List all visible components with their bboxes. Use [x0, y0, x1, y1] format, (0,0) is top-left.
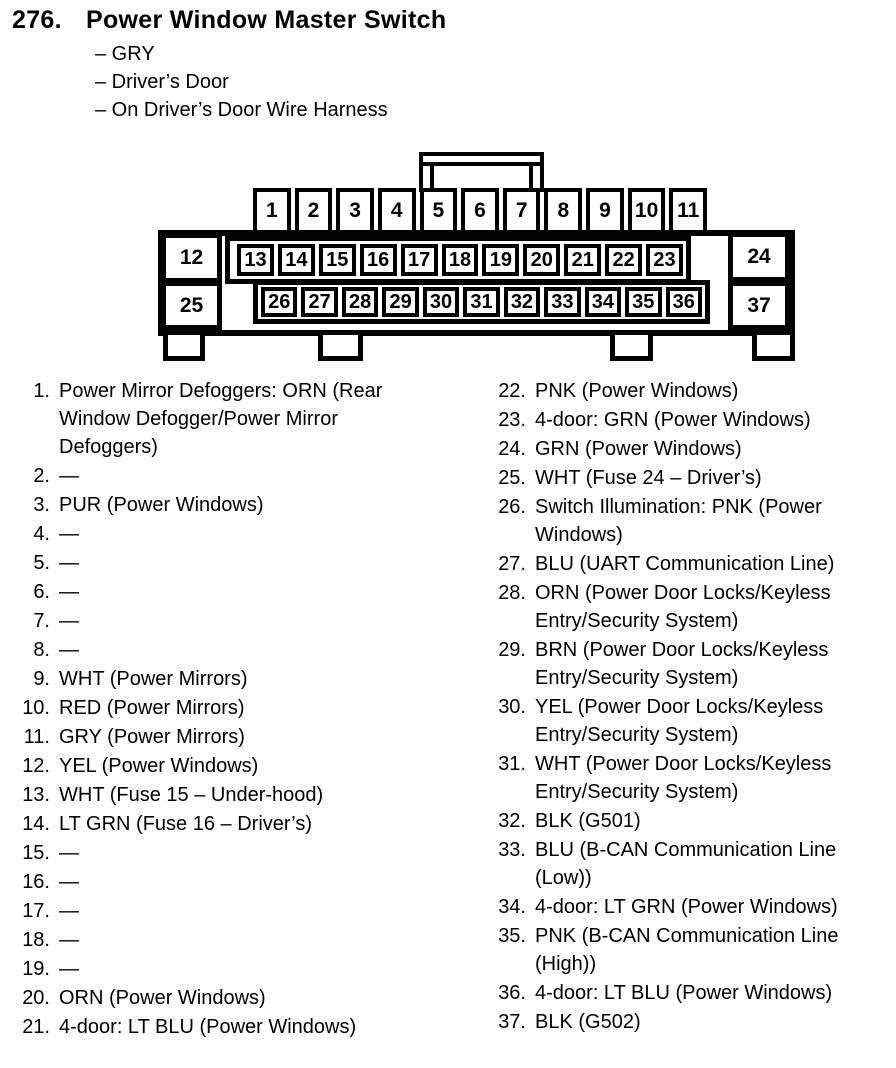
- pin-number: 18.: [22, 929, 50, 951]
- pin-cell: 15: [319, 244, 356, 276]
- pin-number: 4.: [33, 523, 50, 545]
- pin-list-item: [12, 462, 440, 490]
- pin-cell: 34: [585, 287, 621, 317]
- pin-cell: 4: [378, 188, 416, 234]
- pin-list-item: [12, 752, 440, 780]
- pin-number: 20.: [22, 987, 50, 1009]
- pin-number: 5.: [33, 552, 50, 574]
- connector-foot: [318, 335, 363, 361]
- pin-desc: WHT (Power Door Locks/Keyless Entry/Security System): [535, 753, 832, 803]
- pin-desc: BRN (Power Door Locks/Keyless Entry/Security System): [535, 639, 829, 689]
- pin-desc: Switch Illumination: PNK (Power Windows): [535, 496, 822, 546]
- pin-desc: Power Mirror Defoggers: ORN (Rear Window Defogger/Power Mirror Defoggers): [59, 380, 383, 458]
- pin-desc: —: [59, 465, 79, 487]
- pin-desc: ORN (Power Door Locks/Keyless Entry/Security System): [535, 582, 831, 632]
- pin-desc: —: [59, 552, 79, 574]
- pin-cell: 14: [278, 244, 315, 276]
- pin-number: 32.: [498, 810, 526, 832]
- pin-cell: 26: [261, 287, 297, 317]
- pin-desc: RED (Power Mirrors): [59, 697, 245, 719]
- pin-list-item: [12, 694, 440, 722]
- pin-list-left: [12, 377, 440, 1042]
- pin-number: 34.: [498, 896, 526, 918]
- pin-desc: WHT (Power Mirrors): [59, 668, 248, 690]
- pin-cell: 2: [295, 188, 333, 234]
- pin-number: 37.: [498, 1011, 526, 1033]
- pin-list-item: [460, 693, 892, 749]
- pin-cell: 33: [544, 287, 580, 317]
- page-title-row: [12, 6, 446, 35]
- pin-list-right: [460, 377, 892, 1037]
- pin-desc: WHT (Fuse 24 – Driver’s): [535, 467, 762, 489]
- pin-desc: 4-door: LT BLU (Power Windows): [535, 982, 833, 1004]
- pin-cell: 22: [605, 244, 642, 276]
- pin-number: 7.: [33, 610, 50, 632]
- pin-desc: —: [59, 871, 79, 893]
- pin-list-item: [460, 579, 892, 635]
- pin-desc: YEL (Power Windows): [59, 755, 259, 777]
- pin-cell: 32: [504, 287, 540, 317]
- pin-desc: PNK (B-CAN Communication Line (High)): [535, 925, 839, 975]
- pin-list-item: [460, 377, 892, 405]
- page-title: Power Window Master Switch: [86, 6, 447, 34]
- pin-cell: 25: [161, 281, 222, 330]
- pin-desc: —: [59, 958, 79, 980]
- pin-cell: 30: [423, 287, 459, 317]
- pin-desc: —: [59, 523, 79, 545]
- pin-list-item: [12, 1013, 440, 1041]
- pin-desc: LT GRN (Fuse 16 – Driver’s): [59, 813, 313, 835]
- pin-cell: 24: [728, 232, 790, 282]
- pin-list-item: [12, 781, 440, 809]
- pin-cell: 18: [442, 244, 479, 276]
- pin-list-item: [460, 636, 892, 692]
- pin-number: 13.: [22, 784, 50, 806]
- pin-desc: BLU (B-CAN Communication Line (Low)): [535, 839, 837, 889]
- pin-cell: 27: [301, 287, 337, 317]
- pin-cell: 28: [342, 287, 378, 317]
- pin-list-item: [12, 491, 440, 519]
- pin-number: 6.: [33, 581, 50, 603]
- pin-desc: PUR (Power Windows): [59, 494, 264, 516]
- pin-list-item: [12, 665, 440, 693]
- pin-desc: —: [59, 639, 79, 661]
- pin-desc: YEL (Power Door Locks/Keyless Entry/Security System): [535, 696, 824, 746]
- pin-cell: 12: [161, 233, 222, 283]
- pin-row-middle: [225, 236, 691, 284]
- pin-desc: ORN (Power Windows): [59, 987, 266, 1009]
- pin-desc: 4-door: GRN (Power Windows): [535, 409, 811, 431]
- pin-number: 28.: [498, 582, 526, 604]
- pin-list-item: [12, 636, 440, 664]
- pin-number: 2.: [33, 465, 50, 487]
- pin-cell: 16: [360, 244, 397, 276]
- pin-cell: 23: [646, 244, 683, 276]
- pin-cell: 5: [420, 188, 458, 234]
- latch-bar-icon: [419, 152, 544, 166]
- pin-desc: BLK (G502): [535, 1011, 641, 1033]
- pin-list-item: [12, 868, 440, 896]
- pin-list-item: [12, 984, 440, 1012]
- pin-row-bottom: [253, 280, 710, 324]
- pin-list-item: [12, 377, 440, 461]
- connector-foot: [163, 335, 205, 361]
- pin-number: 25.: [498, 467, 526, 489]
- pin-number: 16.: [22, 871, 50, 893]
- pin-cell: 37: [728, 281, 790, 330]
- pin-number: 35.: [498, 925, 526, 947]
- pin-number: 31.: [498, 753, 526, 775]
- pin-list-item: [460, 435, 892, 463]
- connector-location-list: [95, 40, 388, 124]
- connector-location-item: – GRY: [95, 43, 155, 65]
- pin-list-item: [12, 549, 440, 577]
- pin-cell: 35: [625, 287, 661, 317]
- connector-location-item: – Driver’s Door: [95, 71, 229, 93]
- pin-list-item: [12, 955, 440, 983]
- pin-list-item: [460, 550, 892, 578]
- pin-cell: 3: [336, 188, 374, 234]
- pin-list-item: [12, 810, 440, 838]
- pin-cell: 8: [544, 188, 582, 234]
- connector-diagram: [158, 145, 798, 365]
- pin-number: 8.: [33, 639, 50, 661]
- pin-number: 26.: [498, 496, 526, 518]
- pin-desc: WHT (Fuse 15 – Under-hood): [59, 784, 324, 806]
- pin-number: 12.: [22, 755, 50, 777]
- pin-list-item: [12, 723, 440, 751]
- pin-list-item: [460, 979, 892, 1007]
- pin-cell: 17: [401, 244, 438, 276]
- pin-desc: GRY (Power Mirrors): [59, 726, 245, 748]
- pin-cell: 21: [564, 244, 601, 276]
- pin-number: 27.: [498, 553, 526, 575]
- connector-foot: [610, 335, 653, 361]
- pin-list-item: [12, 607, 440, 635]
- pin-cell: 7: [503, 188, 541, 234]
- pin-cell: 9: [586, 188, 624, 234]
- pin-desc: 4-door: LT BLU (Power Windows): [59, 1016, 357, 1038]
- pin-list-item: [460, 464, 892, 492]
- pin-list-item: [12, 520, 440, 548]
- pin-desc: BLU (UART Communication Line): [535, 553, 835, 575]
- pin-desc: PNK (Power Windows): [535, 380, 739, 402]
- pin-list-item: [460, 493, 892, 549]
- connector-foot: [752, 335, 795, 361]
- pin-desc: 4-door: LT GRN (Power Windows): [535, 896, 838, 918]
- pin-list-item: [12, 926, 440, 954]
- pin-cell: 36: [666, 287, 702, 317]
- pin-list-item: [460, 922, 892, 978]
- pin-number: 1.: [33, 380, 50, 402]
- pin-number: 10.: [22, 697, 50, 719]
- connector-location-item: – On Driver’s Door Wire Harness: [95, 99, 388, 121]
- pin-desc: —: [59, 929, 79, 951]
- pin-number: 21.: [22, 1016, 50, 1038]
- pin-number: 15.: [22, 842, 50, 864]
- pin-cell: 11: [669, 188, 707, 234]
- pin-desc: —: [59, 581, 79, 603]
- pin-number: 11.: [23, 726, 50, 748]
- pin-cell: 13: [237, 244, 274, 276]
- pin-list-item: [12, 839, 440, 867]
- pin-number: 19.: [22, 958, 50, 980]
- pin-row-top: [253, 188, 707, 234]
- pin-number: 24.: [498, 438, 526, 460]
- pin-number: 3.: [33, 494, 50, 516]
- pin-number: 30.: [498, 696, 526, 718]
- pin-list-item: [12, 578, 440, 606]
- pin-cell: 1: [253, 188, 291, 234]
- pin-number: 22.: [498, 380, 526, 402]
- pin-desc: —: [59, 842, 79, 864]
- pin-list-item: [460, 893, 892, 921]
- pin-list-item: [460, 406, 892, 434]
- pin-list-item: [460, 807, 892, 835]
- item-number: 276.: [12, 6, 62, 34]
- pin-number: 9.: [33, 668, 50, 690]
- pin-number: 14.: [22, 813, 50, 835]
- pin-cell: 20: [523, 244, 560, 276]
- pin-desc: GRN (Power Windows): [535, 438, 742, 460]
- pin-desc: —: [59, 610, 79, 632]
- pin-desc: —: [59, 900, 79, 922]
- pin-desc: BLK (G501): [535, 810, 641, 832]
- pin-cell: 19: [482, 244, 519, 276]
- pin-list-item: [460, 1008, 892, 1036]
- pin-list-item: [460, 836, 892, 892]
- pin-number: 23.: [498, 409, 526, 431]
- pin-number: 17.: [22, 900, 50, 922]
- pin-list-item: [460, 750, 892, 806]
- pin-cell: 6: [461, 188, 499, 234]
- pin-number: 33.: [498, 839, 526, 861]
- pin-cell: 29: [382, 287, 418, 317]
- pin-cell: 31: [463, 287, 499, 317]
- pin-number: 29.: [498, 639, 526, 661]
- pin-list-item: [12, 897, 440, 925]
- pin-number: 36.: [498, 982, 526, 1004]
- pin-cell: 10: [628, 188, 666, 234]
